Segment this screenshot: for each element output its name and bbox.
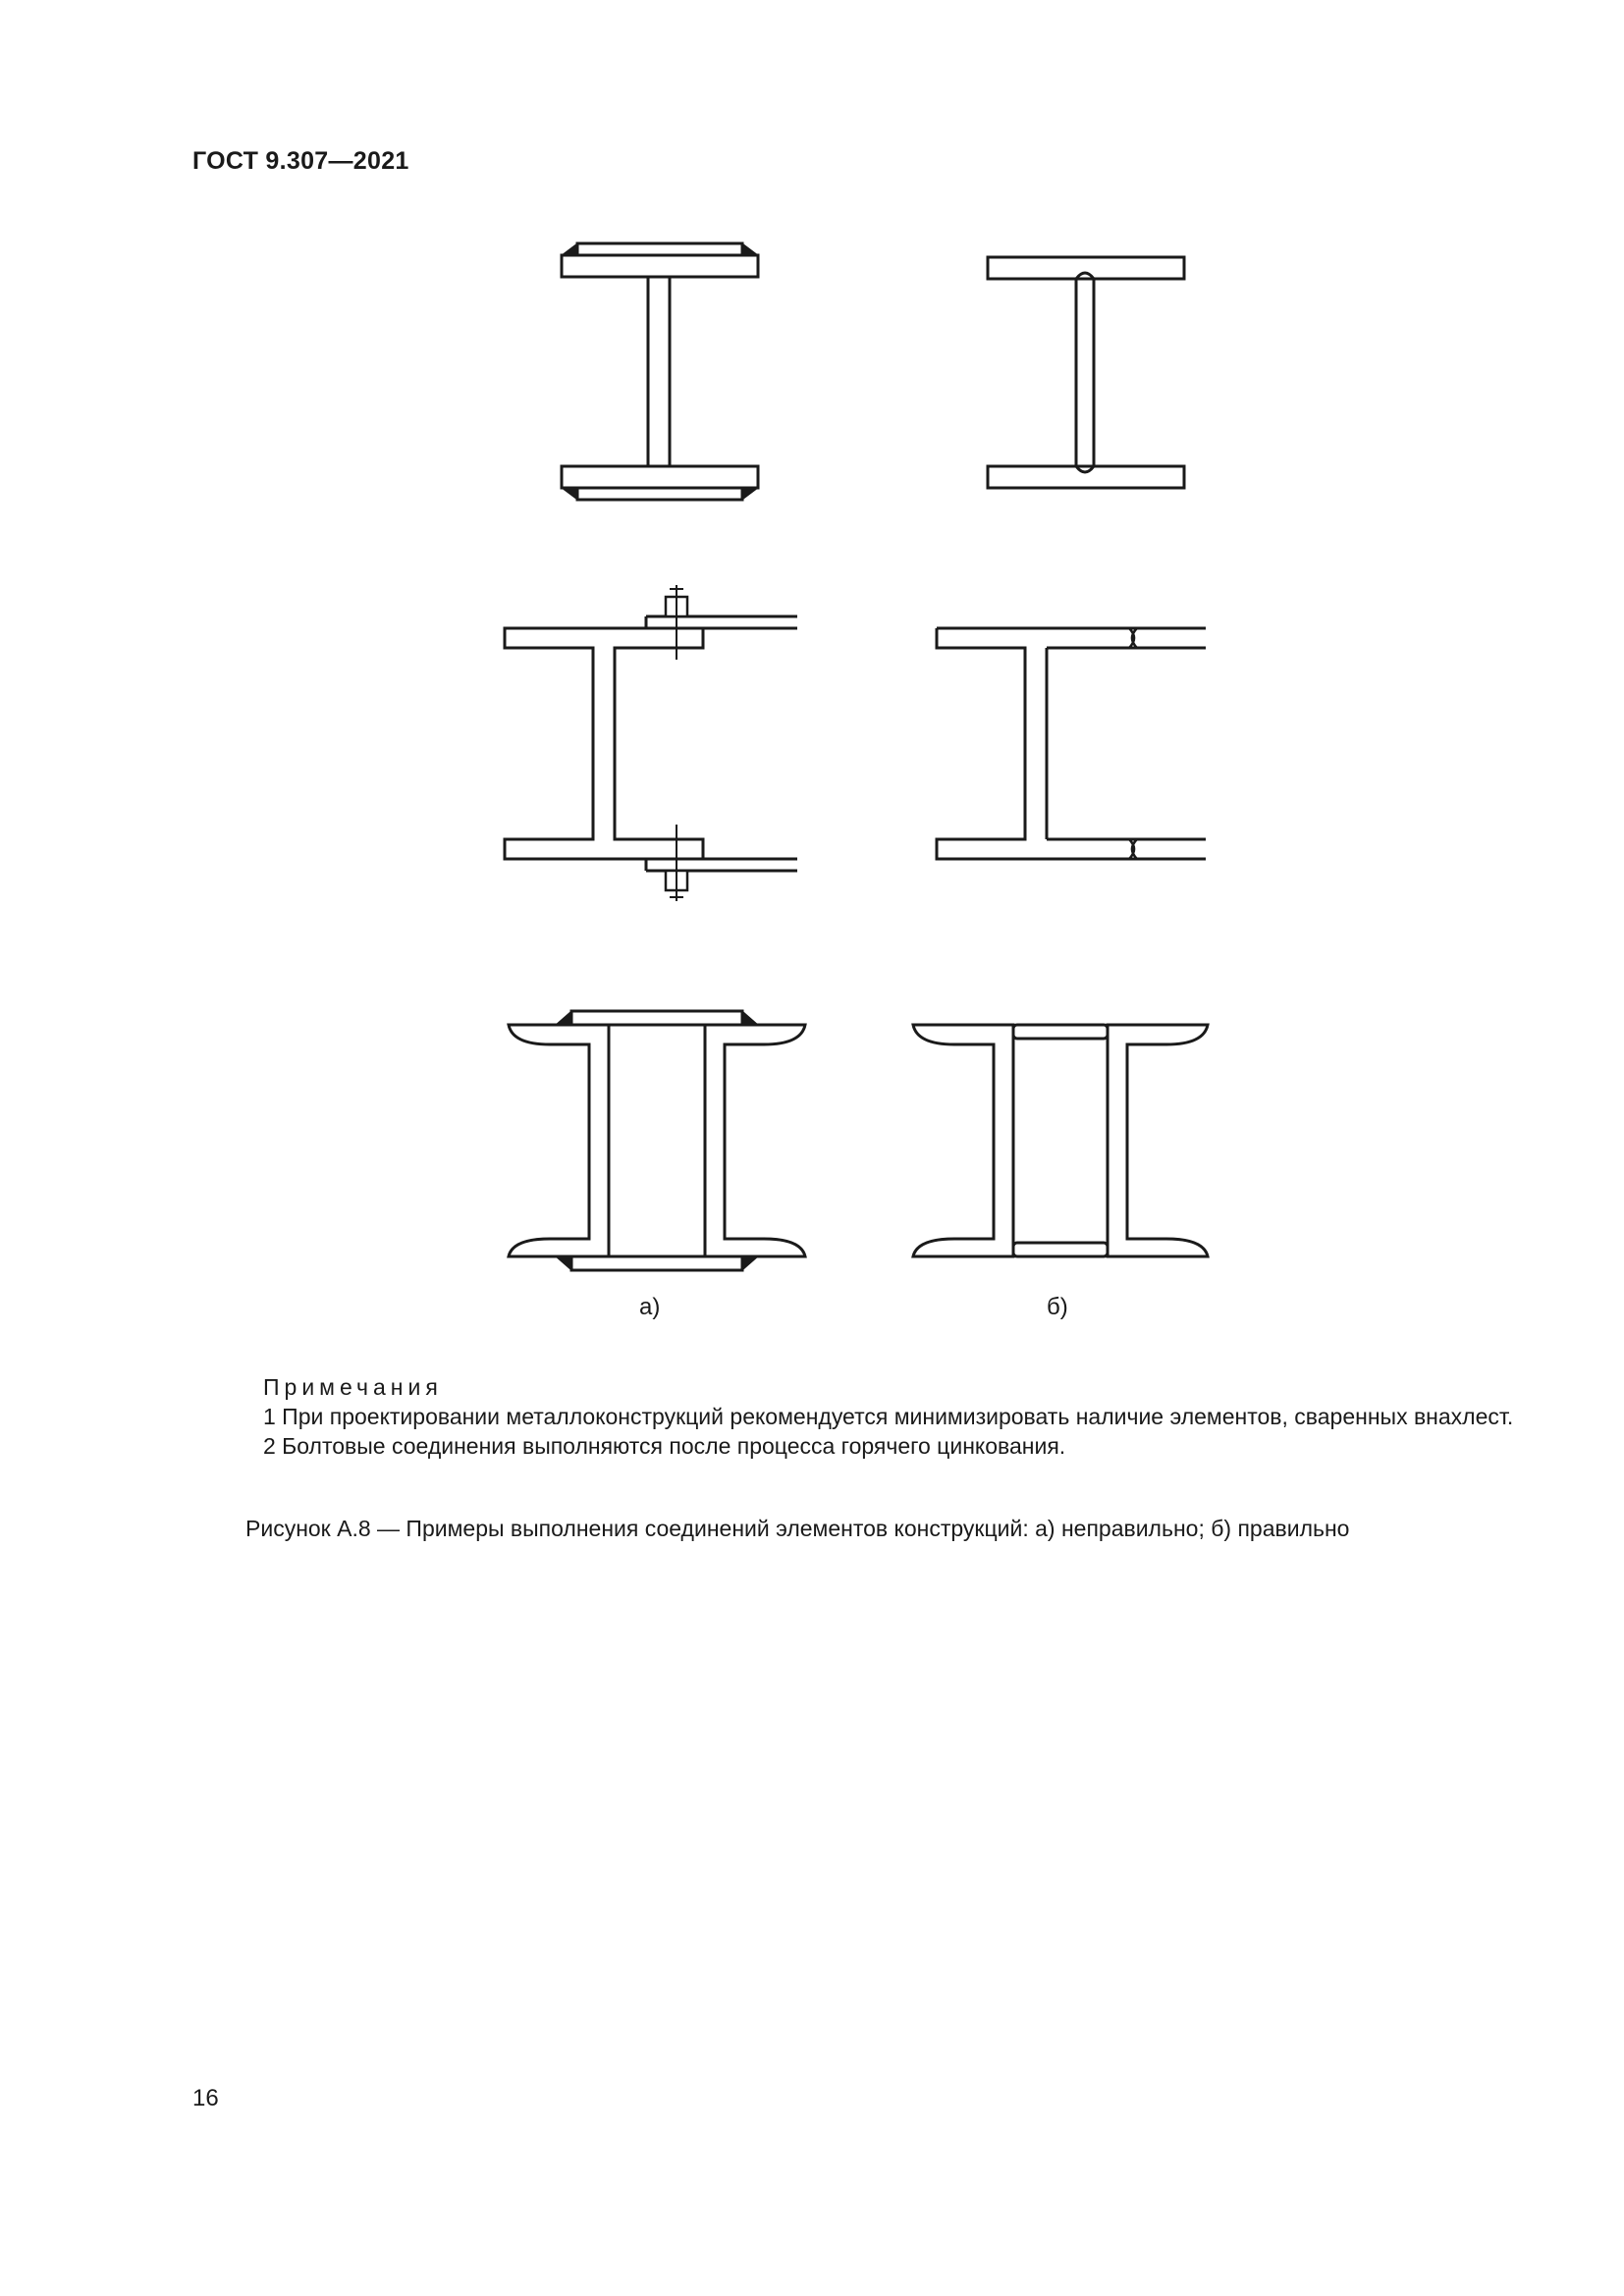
figure-caption: Рисунок А.8 — Примеры выполнения соединений элементов конструкций: а) неправильно; б) правильно	[245, 1516, 1350, 1541]
standard-header: ГОСТ 9.307—2021	[192, 147, 409, 175]
beam-bolted-overlap-incorrect	[505, 585, 797, 901]
beam-butt-welded-correct	[937, 628, 1206, 859]
figure-label-b: б)	[1047, 1294, 1068, 1320]
notes-title: Примечания	[263, 1374, 443, 1400]
channels-inset-plates-correct	[913, 1025, 1208, 1256]
beam-welded-web-correct	[988, 257, 1184, 488]
note-item-1: 1 При проектировании металлоконструкций рекомендуется минимизировать наличие элементов, сваренных внахлест.	[263, 1404, 1514, 1429]
figure-label-a: а)	[639, 1294, 661, 1320]
page-number: 16	[192, 2085, 219, 2111]
note-item-2: 2 Болтовые соединения выполняются после процесса горячего цинкования.	[263, 1433, 1066, 1459]
beam-overlap-plates-incorrect	[562, 243, 758, 500]
channels-overlap-plates-incorrect	[509, 1011, 805, 1270]
notes-block	[192, 1372, 1518, 1461]
